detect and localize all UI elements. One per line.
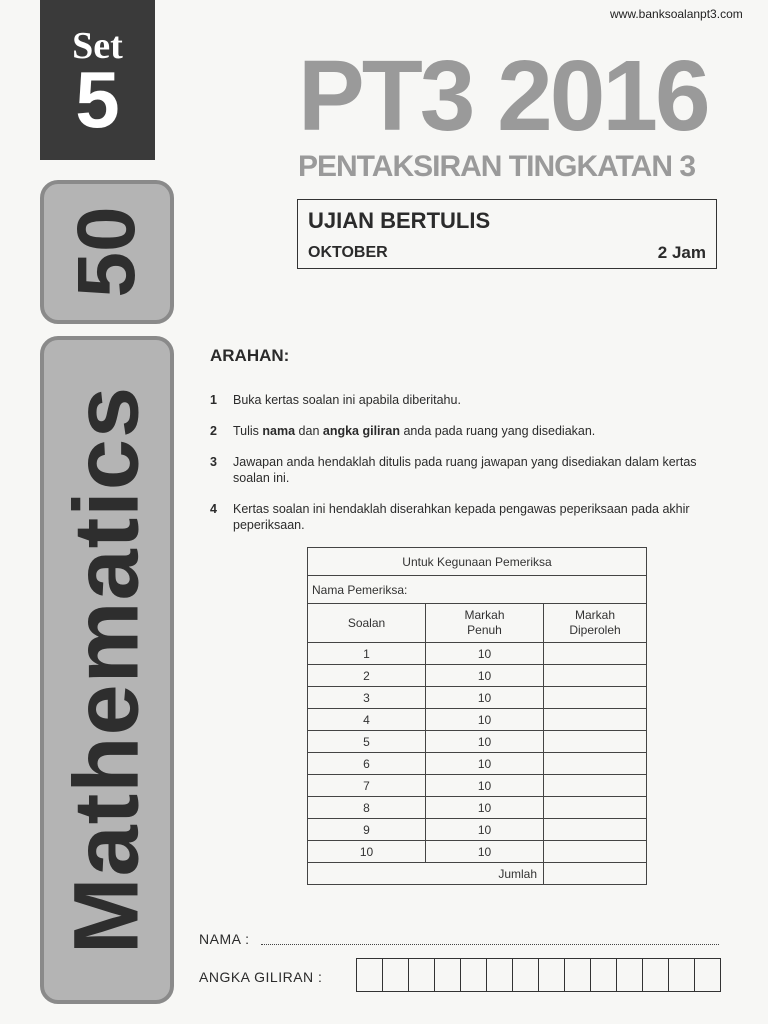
instruction-text: Tulis <box>233 424 263 438</box>
instructions-heading: ARAHAN: <box>210 346 290 365</box>
question-number: 5 <box>308 731 426 753</box>
subject-tab <box>40 336 174 1004</box>
marks-obtained-cell[interactable] <box>544 665 647 687</box>
table-row <box>308 797 647 819</box>
exam-month: OKTOBER <box>308 244 388 261</box>
full-marks: 10 <box>426 665 544 687</box>
header-line: Penuh <box>467 623 502 637</box>
set-label: Set <box>72 25 123 67</box>
index-digit-box[interactable] <box>486 958 513 992</box>
index-digit-box[interactable] <box>538 958 565 992</box>
index-digit-box[interactable] <box>694 958 721 992</box>
index-digit-box[interactable] <box>356 958 383 992</box>
table-row <box>308 753 647 775</box>
website-url: www.banksoalanpt3.com <box>610 7 743 21</box>
table-row <box>308 687 647 709</box>
full-marks: 10 <box>426 643 544 665</box>
full-marks: 10 <box>426 797 544 819</box>
instruction-number: 2 <box>210 424 217 438</box>
marks-obtained-cell[interactable] <box>544 687 647 709</box>
index-number-boxes <box>357 958 721 992</box>
instruction-number: 3 <box>210 455 217 469</box>
column-header-marks-obtained <box>544 604 647 643</box>
index-digit-box[interactable] <box>512 958 539 992</box>
set-badge <box>40 0 155 160</box>
table-row <box>308 665 647 687</box>
table-row <box>308 819 647 841</box>
index-digit-box[interactable] <box>460 958 487 992</box>
index-digit-box[interactable] <box>590 958 617 992</box>
question-number: 4 <box>308 709 426 731</box>
marks-obtained-cell[interactable] <box>544 841 647 863</box>
marks-obtained-cell[interactable] <box>544 775 647 797</box>
table-row <box>308 775 647 797</box>
header-line: Diperoleh <box>569 623 621 637</box>
header-line: Markah <box>574 608 615 622</box>
marks-obtained-cell[interactable] <box>544 819 647 841</box>
subject-name: Mathematics <box>55 385 158 955</box>
test-type: UJIAN BERTULIS <box>308 208 491 233</box>
full-marks: 10 <box>426 775 544 797</box>
index-digit-box[interactable] <box>564 958 591 992</box>
index-digit-box[interactable] <box>382 958 409 992</box>
full-marks: 10 <box>426 731 544 753</box>
full-marks: 10 <box>426 841 544 863</box>
instructions-list <box>210 392 720 548</box>
full-marks: 10 <box>426 819 544 841</box>
index-digit-box[interactable] <box>408 958 435 992</box>
instruction-text: dan <box>295 424 323 438</box>
instruction-item <box>210 501 720 533</box>
candidate-name-field[interactable] <box>261 944 719 945</box>
index-digit-box[interactable] <box>642 958 669 992</box>
instruction-item <box>210 423 720 439</box>
instruction-text: Buka kertas soalan ini apabila diberitahu. <box>233 393 461 407</box>
marks-obtained-cell[interactable] <box>544 753 647 775</box>
set-number: 5 <box>75 55 120 144</box>
instruction-item <box>210 392 720 408</box>
header-line: Markah <box>464 608 505 622</box>
question-number: 3 <box>308 687 426 709</box>
question-number: 7 <box>308 775 426 797</box>
index-digit-box[interactable] <box>616 958 643 992</box>
index-digit-box[interactable] <box>668 958 695 992</box>
instruction-number: 4 <box>210 502 217 516</box>
question-number: 1 <box>308 643 426 665</box>
table-row <box>308 731 647 753</box>
examiner-name-field[interactable]: Nama Pemeriksa: <box>308 576 647 604</box>
exam-title: PT3 2016 <box>298 40 708 152</box>
marks-obtained-cell[interactable] <box>544 731 647 753</box>
question-number: 6 <box>308 753 426 775</box>
instruction-bold-index: angka giliran <box>322 424 400 438</box>
full-marks: 10 <box>426 753 544 775</box>
total-row <box>308 863 647 885</box>
table-row <box>308 709 647 731</box>
index-number-label: ANGKA GILIRAN : <box>199 969 323 985</box>
instruction-bold-name: nama <box>262 424 296 438</box>
exam-duration: 2 Jam <box>657 243 706 262</box>
marks-obtained-cell[interactable] <box>544 709 647 731</box>
full-marks: 10 <box>426 709 544 731</box>
column-header-full-marks <box>426 604 544 643</box>
question-number: 10 <box>308 841 426 863</box>
table-row <box>308 841 647 863</box>
instruction-number: 1 <box>210 393 217 407</box>
question-number: 9 <box>308 819 426 841</box>
index-digit-box[interactable] <box>434 958 461 992</box>
instruction-text: Kertas soalan ini hendaklah diserahkan kepada pengawas peperiksaan pada akhir peperiksaan. <box>233 502 690 532</box>
instruction-text: Jawapan anda hendaklah ditulis pada ruang jawapan yang disediakan dalam kertas soalan ini. <box>233 455 697 485</box>
exam-subtitle: PENTAKSIRAN TINGKATAN 3 <box>298 150 695 183</box>
instruction-item <box>210 454 720 486</box>
marks-obtained-cell[interactable] <box>544 643 647 665</box>
candidate-name-label: NAMA : <box>199 931 250 947</box>
total-marks-cell[interactable] <box>544 863 647 885</box>
table-row <box>308 643 647 665</box>
instruction-text: anda pada ruang yang disediakan. <box>399 424 596 438</box>
question-number: 8 <box>308 797 426 819</box>
candidate-name-row <box>199 931 719 951</box>
paper-number-tab <box>40 180 174 324</box>
exam-info-box <box>297 199 717 269</box>
full-marks: 10 <box>426 687 544 709</box>
question-number: 2 <box>308 665 426 687</box>
marks-obtained-cell[interactable] <box>544 797 647 819</box>
examiner-table <box>307 547 647 885</box>
column-header-question: Soalan <box>308 604 426 643</box>
total-label: Jumlah <box>308 863 544 885</box>
examiner-table-caption: Untuk Kegunaan Pemeriksa <box>308 548 647 576</box>
paper-number: 50 <box>61 206 152 298</box>
